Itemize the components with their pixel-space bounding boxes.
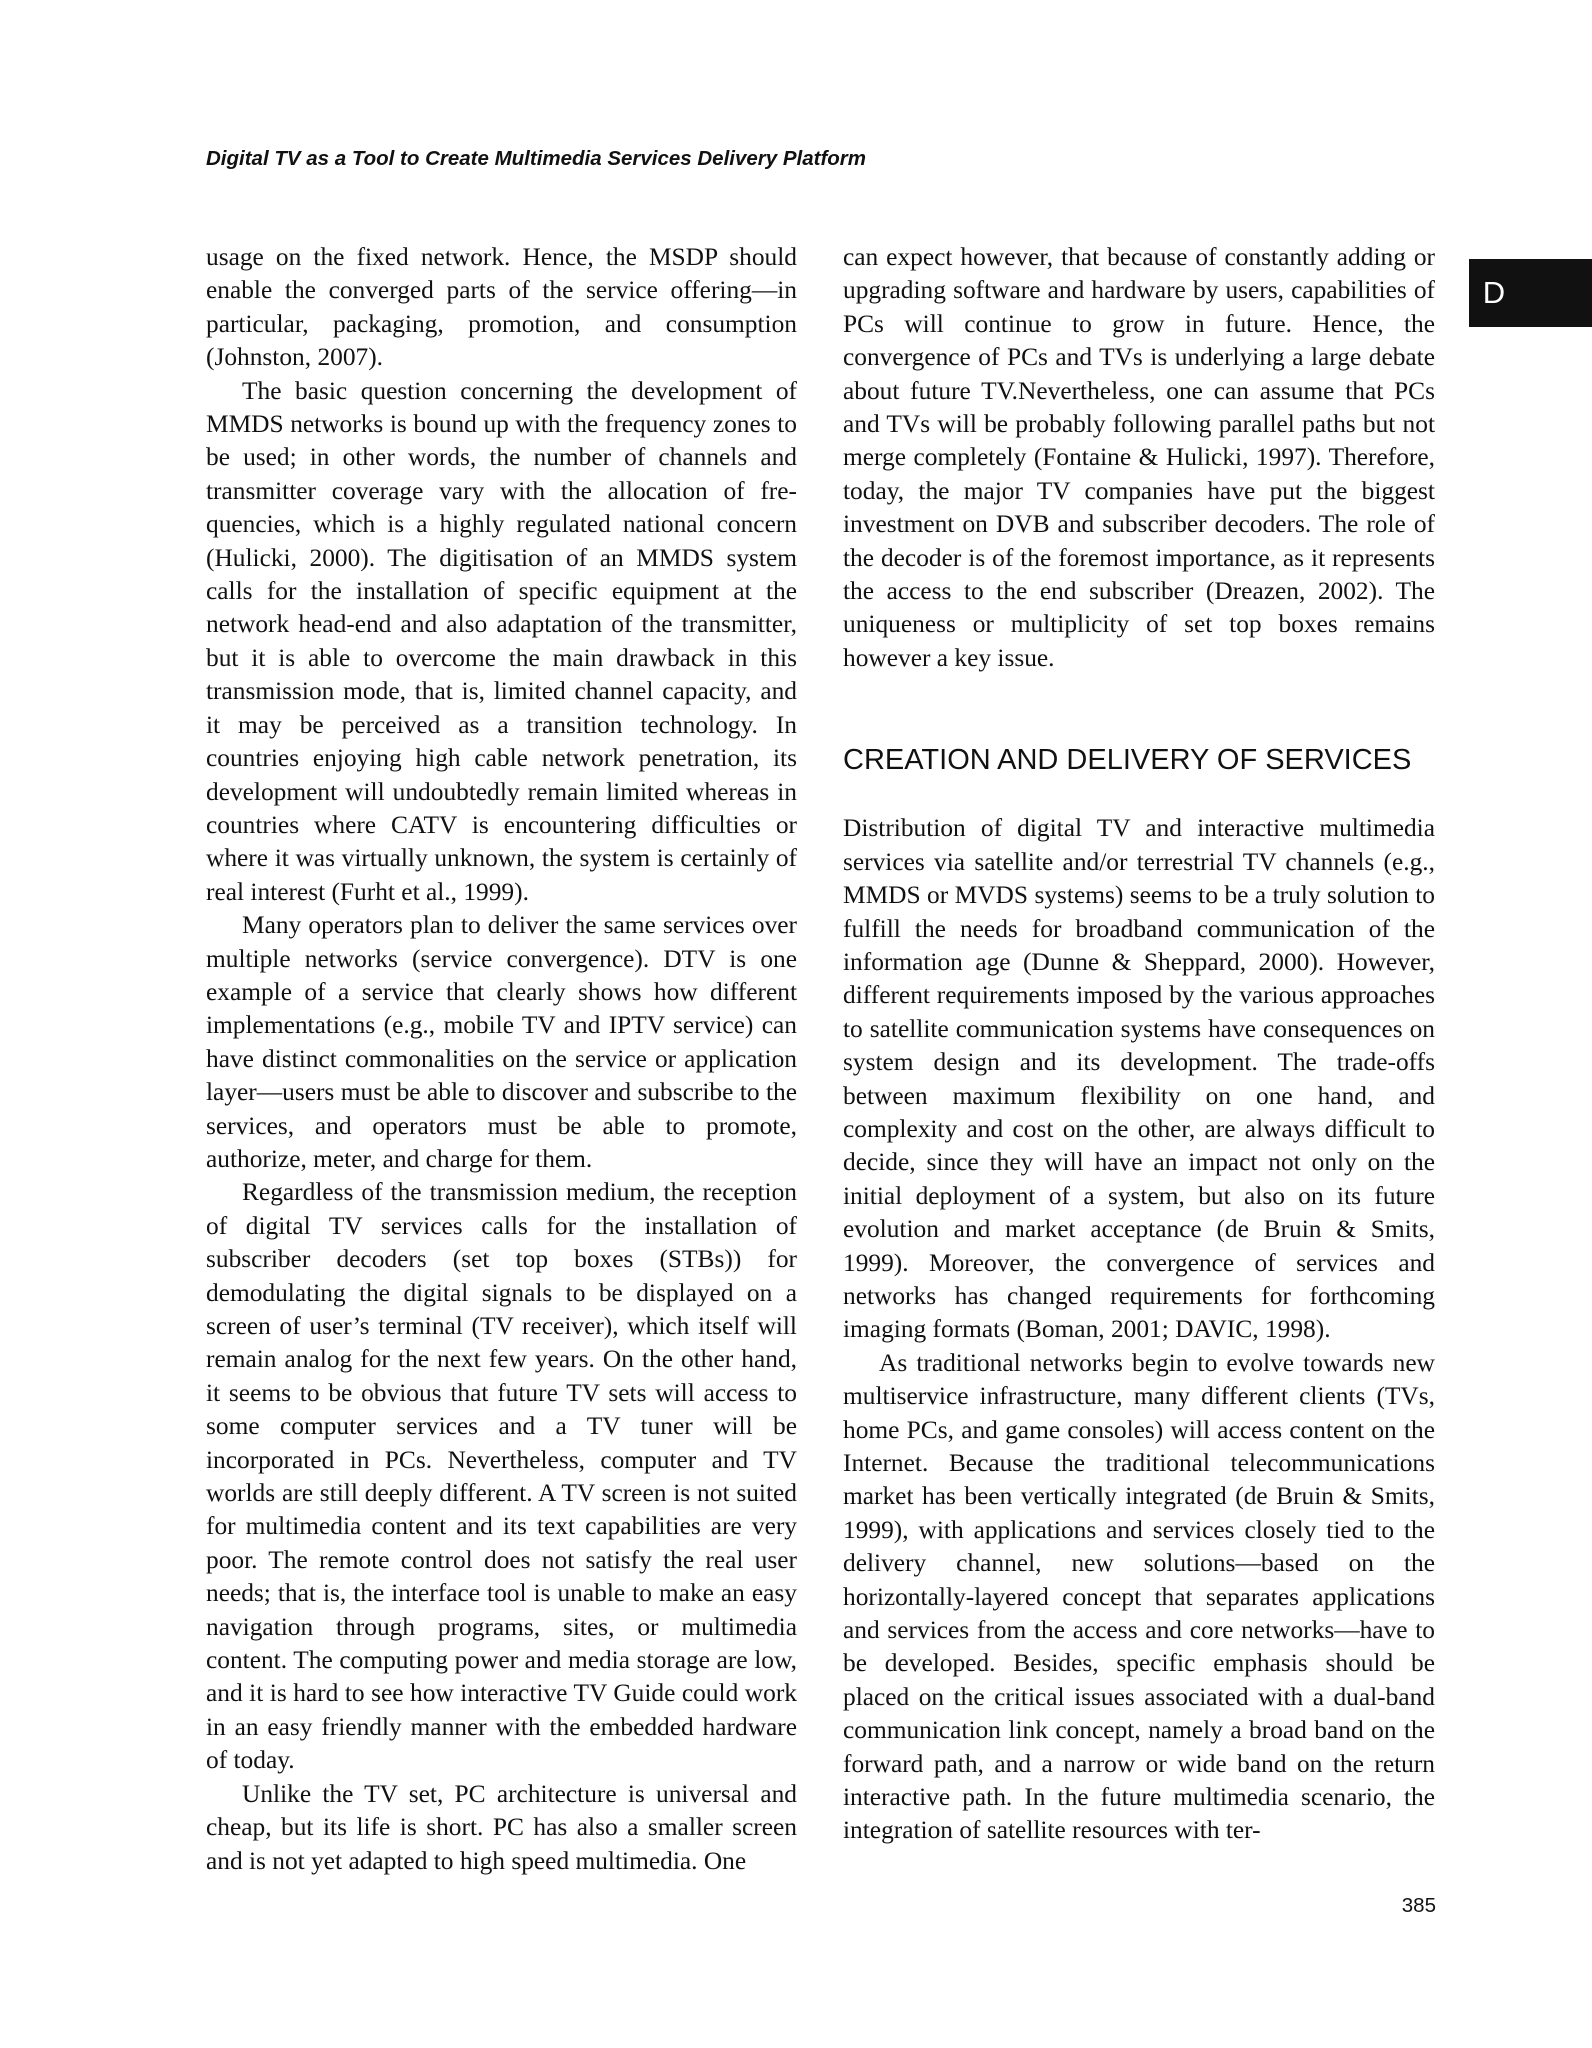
page-number: 385	[1401, 1894, 1436, 1917]
right-column	[843, 241, 1435, 1848]
running-head: Digital TV as a Tool to Create Multimedia Services Delivery Platform	[206, 147, 867, 170]
thumb-index-tab	[1469, 259, 1592, 327]
body-paragraph: Regardless of the transmission medium, the reception of digital TV services calls for the installation of subscriber decoders (set top boxes (STBs)) for demodulating the digital signals to be displayed on a screen of user’s terminal (TV receiver), which itself will remain analog for the next few years. On the other hand, it seems to be obvious that future TV sets will access to some computer services and a TV tuner will be incorporated in PCs. Nevertheless, computer and TV worlds are still deeply different. A TV screen is not suited for multimedia content and its text capabilities are very poor. The remote control does not satisfy the real user needs; that is, the interface tool is unable to make an easy navigation through programs, sites, or multimedia content. The computing power and media storage are low, and it is hard to see how interactive TV Guide could work in an easy friendly manner with the embedded hardware of today.	[206, 1178, 797, 1775]
body-paragraph: Many operators plan to deliver the same services over multiple networks (service convergence). DTV is one example of a service that clearly shows how different implementations (e.g., mobile TV and IPTV service) can have distinct commonalities on the service or application layer—users must be able to discover and subscribe to the services, and operators must be able to promote, authorize, meter, and charge for them.	[206, 911, 797, 1173]
body-paragraph: Distribution of digital TV and interactive multimedia services via satellite and/or terrestrial TV channels (e.g., MMDS or MVDS systems) seems to be a truly solution to fulfill the needs for broadband communication of the information age (Dunne & Sheppard, 2000). However, different requirements imposed by the various approaches to satellite communication systems have consequences on system design and its development. The trade-offs between maximum flexibility on one hand, and complexity and cost on the other, are always difficult to decide, since they will have an impact not only on the initial deployment of a system, but also on its future evolution and market acceptance (de Bruin & Smits, 1999). Moreover, the convergence of services and networks has changed requirements for forthcoming imaging formats (Boman, 2001; DAVIC, 1998).	[843, 814, 1435, 1344]
body-paragraph: The basic question concerning the development of MMDS networks is bound up with the frequency zones to be used; in other words, the number of channels and transmitter coverage vary with the allocation of frequencies, which is a highly regulated national concern (Hulicki, 2000). The digitisation of an MMDS system calls for the installation of specific equipment at the network head-end and also adaptation of the transmitter, but it is able to overcome the main drawback in this transmission mode, that is, limited channel capacity, and it may be perceived as a transition technology. In countries enjoying high cable network penetration, its development will undoubtedly remain limited whereas in countries where CATV is encountering difficulties or where it was virtually unknown, the system is certainly of real interest (Furht et al., 1999).	[206, 376, 797, 906]
left-column	[206, 241, 797, 1878]
body-paragraph: can expect however, that because of constantly adding or upgrading software and hardware by users, capabilities of PCs will continue to grow in future. Hence, the convergence of PCs and TVs is underlying a large debate about future TV.Nevertheless, one can assume that PCs and TVs will be probably following parallel paths but not merge completely (Fontaine & Hulicki, 1997). Therefore, today, the major TV companies have put the biggest investment on DVB and subscriber decoders. The role of the decoder is of the foremost importance, as it represents the access to the end subscriber (Dreazen, 2002). The uniqueness or multiplicity of set top boxes remains however a key issue.	[843, 243, 1435, 672]
body-paragraph: Unlike the TV set, PC architecture is universal and cheap, but its life is short. PC has also a smaller screen and is not yet adapted to high speed multimedia. One	[206, 1779, 797, 1875]
body-paragraph: As traditional networks begin to evolve towards new multiservice infrastructure, many different clients (TVs, home PCs, and game consoles) will access content on the Internet. Because the traditional telecommunications market has been vertically integrated (de Bruin & Smits, 1999), with applications and services closely tied to the delivery channel, new solutions—based on the horizontally-layered concept that separates applications and services from the access and core networks—have to be developed. Besides, specific emphasis should be placed on the critical issues associated with a dual-band communication link concept, namely a broad band on the forward path, and a narrow or wide band on the return interactive path. In the future multimedia scenario, the integration of satellite resources with ter-	[843, 1348, 1435, 1845]
section-heading: CREATION AND DELIVERY OF SERVICES	[843, 744, 1412, 777]
thumb-index-letter: D	[1482, 275, 1506, 310]
body-paragraph: usage on the fixed network. Hence, the MSDP should enable the converged parts of the service offering—in particular, packaging, promotion, and consumption (Johnston, 2007).	[206, 243, 797, 372]
